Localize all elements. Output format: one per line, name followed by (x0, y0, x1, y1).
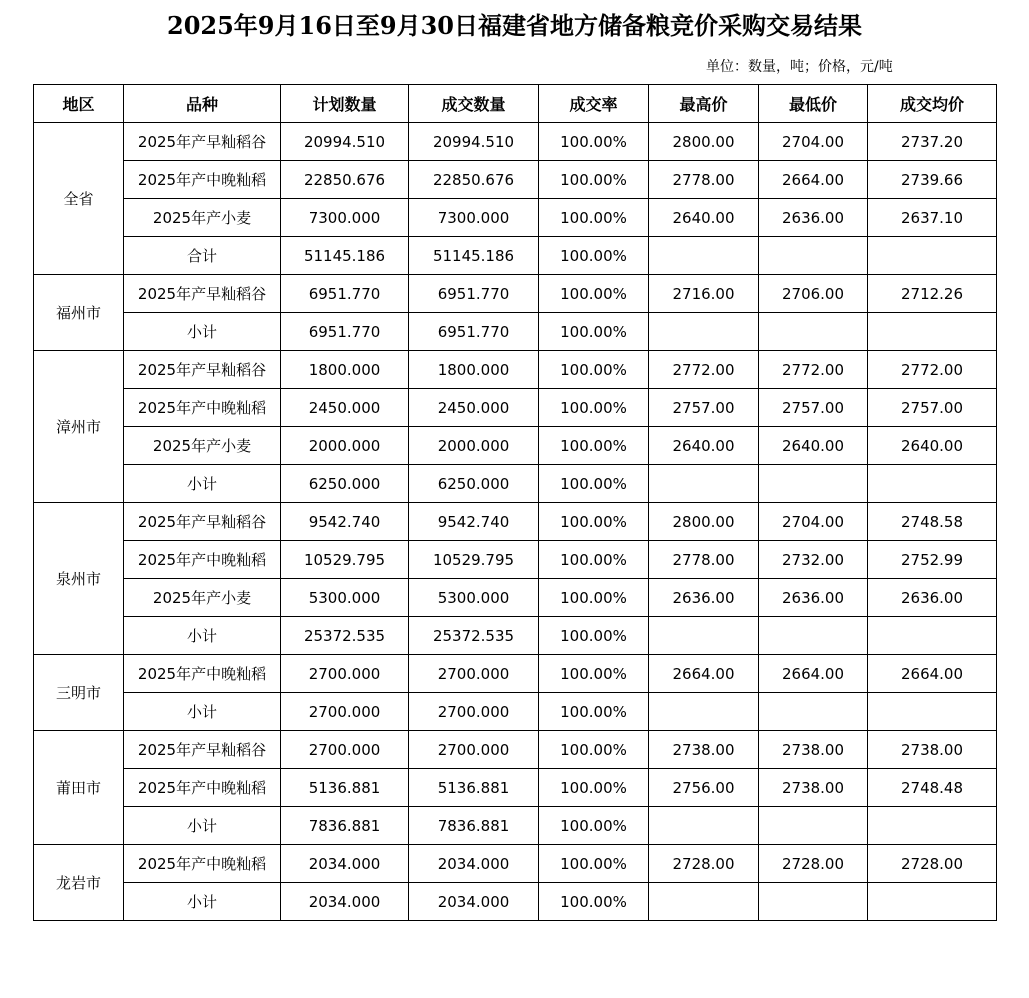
trade-rate-cell: 100.00% (539, 199, 649, 237)
trade-rate-cell: 100.00% (539, 769, 649, 807)
header-region: 地区 (34, 85, 124, 123)
average-price-cell (868, 237, 997, 275)
variety-cell: 2025年产中晚籼稻 (124, 655, 281, 693)
region-cell: 莆田市 (34, 731, 124, 845)
highest-price-cell: 2728.00 (649, 845, 759, 883)
table-row (34, 845, 997, 883)
highest-price-cell (649, 313, 759, 351)
traded-quantity-cell: 2034.000 (409, 883, 539, 921)
highest-price-cell: 2800.00 (649, 503, 759, 541)
average-price-cell: 2748.58 (868, 503, 997, 541)
table-row (34, 655, 997, 693)
traded-quantity-cell: 2700.000 (409, 731, 539, 769)
traded-quantity-cell: 2700.000 (409, 693, 539, 731)
variety-cell: 2025年产早籼稻谷 (124, 731, 281, 769)
lowest-price-cell: 2732.00 (759, 541, 868, 579)
variety-cell: 2025年产中晚籼稻 (124, 769, 281, 807)
trade-rate-cell: 100.00% (539, 161, 649, 199)
header-highest-price: 最高价 (649, 85, 759, 123)
table-row (34, 579, 997, 617)
highest-price-cell: 2664.00 (649, 655, 759, 693)
table-row (34, 807, 997, 845)
traded-quantity-cell: 22850.676 (409, 161, 539, 199)
lowest-price-cell: 2757.00 (759, 389, 868, 427)
lowest-price-cell: 2738.00 (759, 731, 868, 769)
lowest-price-cell (759, 237, 868, 275)
lowest-price-cell: 2664.00 (759, 161, 868, 199)
planned-quantity-cell: 2700.000 (281, 693, 409, 731)
traded-quantity-cell: 6250.000 (409, 465, 539, 503)
traded-quantity-cell: 1800.000 (409, 351, 539, 389)
average-price-cell: 2748.48 (868, 769, 997, 807)
highest-price-cell: 2640.00 (649, 427, 759, 465)
traded-quantity-cell: 6951.770 (409, 275, 539, 313)
table-body (34, 123, 997, 921)
lowest-price-cell: 2738.00 (759, 769, 868, 807)
variety-cell: 2025年产小麦 (124, 427, 281, 465)
planned-quantity-cell: 2000.000 (281, 427, 409, 465)
highest-price-cell: 2800.00 (649, 123, 759, 161)
trade-rate-cell: 100.00% (539, 579, 649, 617)
planned-quantity-cell: 20994.510 (281, 123, 409, 161)
region-cell: 全省 (34, 123, 124, 275)
region-cell: 福州市 (34, 275, 124, 351)
variety-cell: 2025年产中晚籼稻 (124, 845, 281, 883)
table-row (34, 465, 997, 503)
planned-quantity-cell: 7300.000 (281, 199, 409, 237)
header-row (34, 85, 997, 123)
table-row (34, 427, 997, 465)
average-price-cell (868, 693, 997, 731)
variety-cell: 2025年产中晚籼稻 (124, 161, 281, 199)
trade-rate-cell: 100.00% (539, 807, 649, 845)
variety-cell: 小计 (124, 807, 281, 845)
variety-cell: 2025年产中晚籼稻 (124, 389, 281, 427)
table-row (34, 883, 997, 921)
highest-price-cell: 2778.00 (649, 161, 759, 199)
highest-price-cell: 2772.00 (649, 351, 759, 389)
planned-quantity-cell: 10529.795 (281, 541, 409, 579)
traded-quantity-cell: 6951.770 (409, 313, 539, 351)
planned-quantity-cell: 51145.186 (281, 237, 409, 275)
header-planned-quantity: 计划数量 (281, 85, 409, 123)
variety-cell: 小计 (124, 883, 281, 921)
average-price-cell: 2738.00 (868, 731, 997, 769)
trade-rate-cell: 100.00% (539, 275, 649, 313)
planned-quantity-cell: 6951.770 (281, 275, 409, 313)
average-price-cell (868, 883, 997, 921)
average-price-cell: 2636.00 (868, 579, 997, 617)
trade-rate-cell: 100.00% (539, 845, 649, 883)
header-traded-quantity: 成交数量 (409, 85, 539, 123)
table-row (34, 617, 997, 655)
lowest-price-cell: 2772.00 (759, 351, 868, 389)
planned-quantity-cell: 7836.881 (281, 807, 409, 845)
average-price-cell: 2664.00 (868, 655, 997, 693)
trade-rate-cell: 100.00% (539, 123, 649, 161)
lowest-price-cell: 2704.00 (759, 503, 868, 541)
highest-price-cell: 2716.00 (649, 275, 759, 313)
variety-cell: 2025年产中晚籼稻 (124, 541, 281, 579)
average-price-cell: 2640.00 (868, 427, 997, 465)
lowest-price-cell (759, 313, 868, 351)
planned-quantity-cell: 5300.000 (281, 579, 409, 617)
region-cell: 漳州市 (34, 351, 124, 503)
average-price-cell: 2757.00 (868, 389, 997, 427)
trade-rate-cell: 100.00% (539, 237, 649, 275)
traded-quantity-cell: 7300.000 (409, 199, 539, 237)
lowest-price-cell (759, 617, 868, 655)
trade-rate-cell: 100.00% (539, 655, 649, 693)
lowest-price-cell (759, 883, 868, 921)
lowest-price-cell: 2728.00 (759, 845, 868, 883)
traded-quantity-cell: 5136.881 (409, 769, 539, 807)
planned-quantity-cell: 1800.000 (281, 351, 409, 389)
planned-quantity-cell: 25372.535 (281, 617, 409, 655)
lowest-price-cell: 2640.00 (759, 427, 868, 465)
highest-price-cell (649, 807, 759, 845)
region-cell: 泉州市 (34, 503, 124, 655)
header-trade-rate: 成交率 (539, 85, 649, 123)
trade-rate-cell: 100.00% (539, 617, 649, 655)
lowest-price-cell: 2636.00 (759, 579, 868, 617)
trade-rate-cell: 100.00% (539, 693, 649, 731)
planned-quantity-cell: 2700.000 (281, 731, 409, 769)
highest-price-cell (649, 883, 759, 921)
region-cell: 龙岩市 (34, 845, 124, 921)
traded-quantity-cell: 9542.740 (409, 503, 539, 541)
variety-cell: 小计 (124, 465, 281, 503)
header-average-price: 成交均价 (868, 85, 997, 123)
lowest-price-cell (759, 807, 868, 845)
trade-rate-cell: 100.00% (539, 313, 649, 351)
table-row (34, 275, 997, 313)
traded-quantity-cell: 10529.795 (409, 541, 539, 579)
average-price-cell: 2737.20 (868, 123, 997, 161)
lowest-price-cell (759, 693, 868, 731)
trade-rate-cell: 100.00% (539, 351, 649, 389)
table-row (34, 313, 997, 351)
lowest-price-cell: 2636.00 (759, 199, 868, 237)
table-row (34, 503, 997, 541)
variety-cell: 2025年产小麦 (124, 579, 281, 617)
variety-cell: 小计 (124, 617, 281, 655)
variety-cell: 小计 (124, 693, 281, 731)
trade-rate-cell: 100.00% (539, 465, 649, 503)
highest-price-cell: 2778.00 (649, 541, 759, 579)
trade-rate-cell: 100.00% (539, 731, 649, 769)
traded-quantity-cell: 25372.535 (409, 617, 539, 655)
traded-quantity-cell: 5300.000 (409, 579, 539, 617)
highest-price-cell: 2738.00 (649, 731, 759, 769)
header-lowest-price: 最低价 (759, 85, 868, 123)
unit-note: 单位：数量，吨；价格，元/吨 (706, 59, 893, 75)
variety-cell: 合计 (124, 237, 281, 275)
table-row (34, 769, 997, 807)
results-table (33, 84, 997, 921)
average-price-cell: 2728.00 (868, 845, 997, 883)
lowest-price-cell: 2706.00 (759, 275, 868, 313)
highest-price-cell: 2756.00 (649, 769, 759, 807)
planned-quantity-cell: 22850.676 (281, 161, 409, 199)
table-row (34, 693, 997, 731)
planned-quantity-cell: 2034.000 (281, 883, 409, 921)
traded-quantity-cell: 20994.510 (409, 123, 539, 161)
highest-price-cell (649, 237, 759, 275)
highest-price-cell: 2636.00 (649, 579, 759, 617)
average-price-cell: 2752.99 (868, 541, 997, 579)
trade-rate-cell: 100.00% (539, 427, 649, 465)
lowest-price-cell (759, 465, 868, 503)
planned-quantity-cell: 2034.000 (281, 845, 409, 883)
table-row (34, 351, 997, 389)
average-price-cell: 2637.10 (868, 199, 997, 237)
variety-cell: 2025年产小麦 (124, 199, 281, 237)
traded-quantity-cell: 2450.000 (409, 389, 539, 427)
lowest-price-cell: 2704.00 (759, 123, 868, 161)
highest-price-cell (649, 617, 759, 655)
average-price-cell (868, 807, 997, 845)
table-row (34, 731, 997, 769)
trade-rate-cell: 100.00% (539, 883, 649, 921)
average-price-cell: 2772.00 (868, 351, 997, 389)
variety-cell: 2025年产早籼稻谷 (124, 351, 281, 389)
variety-cell: 2025年产早籼稻谷 (124, 275, 281, 313)
average-price-cell: 2739.66 (868, 161, 997, 199)
highest-price-cell: 2757.00 (649, 389, 759, 427)
planned-quantity-cell: 9542.740 (281, 503, 409, 541)
region-cell: 三明市 (34, 655, 124, 731)
planned-quantity-cell: 2700.000 (281, 655, 409, 693)
variety-cell: 小计 (124, 313, 281, 351)
average-price-cell (868, 313, 997, 351)
planned-quantity-cell: 5136.881 (281, 769, 409, 807)
variety-cell: 2025年产早籼稻谷 (124, 123, 281, 161)
average-price-cell: 2712.26 (868, 275, 997, 313)
trade-rate-cell: 100.00% (539, 389, 649, 427)
traded-quantity-cell: 2000.000 (409, 427, 539, 465)
table-row (34, 161, 997, 199)
table-row (34, 123, 997, 161)
table-row (34, 237, 997, 275)
planned-quantity-cell: 2450.000 (281, 389, 409, 427)
header-variety: 品种 (124, 85, 281, 123)
lowest-price-cell: 2664.00 (759, 655, 868, 693)
highest-price-cell (649, 465, 759, 503)
traded-quantity-cell: 7836.881 (409, 807, 539, 845)
average-price-cell (868, 617, 997, 655)
planned-quantity-cell: 6951.770 (281, 313, 409, 351)
table-row (34, 389, 997, 427)
table-row (34, 541, 997, 579)
traded-quantity-cell: 51145.186 (409, 237, 539, 275)
traded-quantity-cell: 2034.000 (409, 845, 539, 883)
trade-rate-cell: 100.00% (539, 541, 649, 579)
highest-price-cell: 2640.00 (649, 199, 759, 237)
average-price-cell (868, 465, 997, 503)
variety-cell: 2025年产早籼稻谷 (124, 503, 281, 541)
planned-quantity-cell: 6250.000 (281, 465, 409, 503)
table-row (34, 199, 997, 237)
trade-rate-cell: 100.00% (539, 503, 649, 541)
highest-price-cell (649, 693, 759, 731)
traded-quantity-cell: 2700.000 (409, 655, 539, 693)
page-title: 2025年9月16日至9月30日福建省地方储备粮竞价采购交易结果 (167, 11, 862, 40)
